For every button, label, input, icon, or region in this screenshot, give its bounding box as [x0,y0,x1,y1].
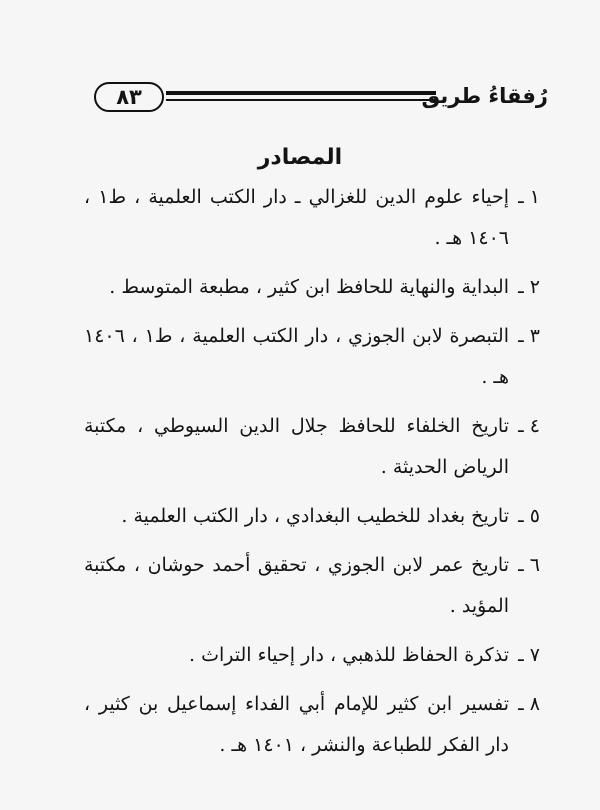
reference-item [84,545,540,627]
reference-text: تاريخ الخلفاء للحافظ جلال الدين السيوطي ، مكتبة الرياض الحديثة . [84,415,509,478]
reference-number: ٤ ـ [518,415,540,437]
reference-number: ١ ـ [518,186,540,208]
section-title: المصادر [257,145,343,170]
reference-text: تاريخ عمر لابن الجوزي ، تحقيق أحمد حوشان ، مكتبة المؤيد . [84,554,509,617]
header-rule [166,91,436,101]
reference-number: ٦ ـ [518,554,540,576]
reference-item [84,684,540,766]
reference-number: ٢ ـ [518,276,540,298]
reference-text: البداية والنهاية للحافظ ابن كثير ، مطبعة المتوسط . [109,276,509,298]
reference-text: تذكرة الحفاظ للذهبي ، دار إحياء التراث . [189,644,509,666]
reference-text: إحياء علوم الدين للغزالي ـ دار الكتب العلمية ، ط١ ، ١٤٠٦ هـ . [84,186,509,249]
reference-number: ٣ ـ [518,325,540,347]
reference-text: التبصرة لابن الجوزي ، دار الكتب العلمية ، ط١ ، ١٤٠٦ هـ . [84,325,509,388]
reference-item [84,177,540,259]
reference-item [84,316,540,398]
page-header [92,76,548,122]
references-list [84,177,540,774]
reference-number: ٨ ـ [518,693,540,715]
reference-number: ٧ ـ [518,644,540,666]
reference-item [84,267,540,308]
reference-item [84,635,540,676]
reference-item [84,406,540,488]
reference-text: تفسير ابن كثير للإمام أبي الفداء إسماعيل بن كثير ، دار الفكر للطباعة والنشر ، ١٤٠١ هـ . [84,693,509,756]
page-number: ٨٣ [94,82,164,112]
running-title: رُفقاءُ طريق [421,84,548,108]
reference-number: ٥ ـ [518,505,540,527]
reference-text: تاريخ بغداد للخطيب البغدادي ، دار الكتب العلمية . [121,505,509,527]
reference-item [84,496,540,537]
